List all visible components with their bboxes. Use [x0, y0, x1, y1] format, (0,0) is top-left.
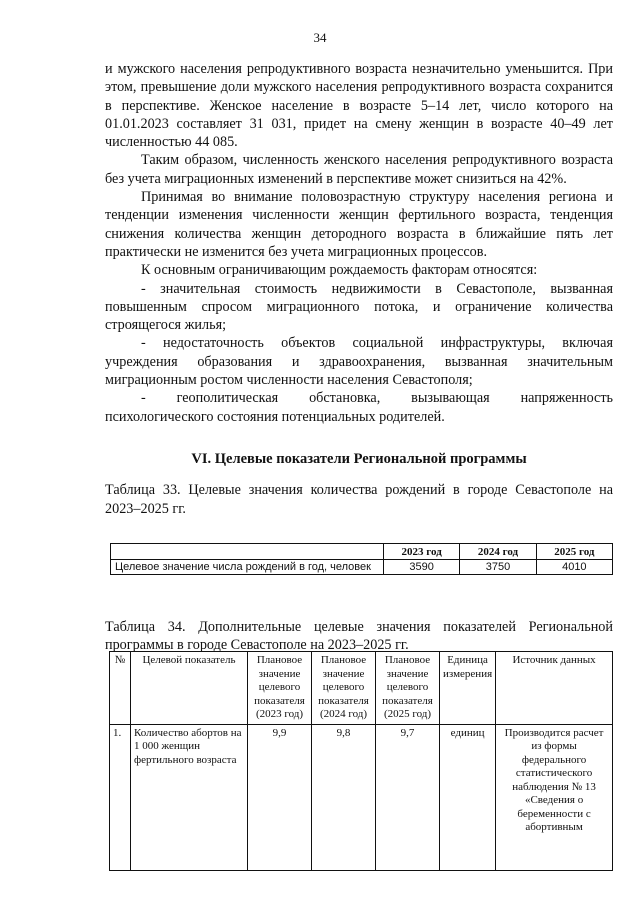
- table-cell-source: Производится расчет из формы федерального статистического наблюдения № 13 «Сведения о беременности с абортивным: [496, 724, 613, 870]
- table-header-cell: Плановое значение целевого показателя (2023 год): [248, 652, 312, 725]
- table-header-cell: 2025 год: [536, 544, 612, 560]
- paragraph: и мужского населения репродуктивного возраста незначительно уменьшится. При этом, превышение доли мужского населения репродуктивного возраста сохранится в перспективе. Женское население в возрасте 5–14 лет, число которого на 01.01.2023 составляет 31 031, придет на смену женщин в возрасте 40–49 лет численностью 44 085.: [105, 61, 613, 151]
- table33: [110, 543, 613, 575]
- table-header-row: [111, 544, 613, 560]
- section-title: VI. Целевые показатели Региональной программы: [191, 450, 527, 467]
- paragraph: К основным ограничивающим рождаемость факторам относятся:: [141, 262, 538, 279]
- table-header-cell: [111, 544, 384, 560]
- table-cell-num: 1.: [110, 724, 131, 870]
- table-cell-indicator: Количество абортов на 1 000 женщин фертильного возраста: [131, 724, 248, 870]
- table-header-cell: №: [110, 652, 131, 725]
- list-item: - геополитическая обстановка, вызывающая напряженность психологического состояния потенциальных родителей.: [105, 390, 613, 425]
- list-item: - недостаточность объектов социальной инфраструктуры, включая учреждения образования и здравоохранения, вызванная значительным миграционным ростом численности населения Севастополя;: [105, 335, 613, 389]
- table-cell: 9,8: [312, 724, 376, 870]
- table-cell: 3750: [460, 560, 536, 575]
- table-header-row: [110, 652, 613, 725]
- table34-caption: Таблица 34. Дополнительные целевые значения показателей Региональной программы в городе Севастополе на 2023–2025 гг.: [105, 619, 613, 654]
- table-cell: 4010: [536, 560, 612, 575]
- table-header-cell: 2023 год: [384, 544, 460, 560]
- table-cell-label: Целевое значение числа рождений в год, человек: [111, 560, 384, 575]
- table-row: [110, 724, 613, 870]
- table-cell: 3590: [384, 560, 460, 575]
- table-cell: 9,7: [376, 724, 440, 870]
- table33-caption: Таблица 33. Целевые значения количества рождений в городе Севастополе на 2023–2025 гг.: [105, 482, 613, 517]
- paragraph: Таким образом, численность женского населения репродуктивного возраста без учета миграционных изменений в перспективе может снизиться на 42%.: [105, 152, 613, 187]
- table-row: [111, 560, 613, 575]
- list-item: - значительная стоимость недвижимости в Севастополе, вызванная повышенным спросом миграционного потока, и ограничение количества строящегося жилья;: [105, 280, 613, 334]
- table-header-cell: Целевой показатель: [131, 652, 248, 725]
- body-text: [105, 60, 613, 518]
- table-cell: 9,9: [248, 724, 312, 870]
- table-header-cell: Источник данных: [496, 652, 613, 725]
- table-header-cell: Единица измерения: [440, 652, 496, 725]
- paragraph: Принимая во внимание половозрастную структуру населения региона и тенденции изменения численности женщин фертильного возраста, тенденция снижения количества женщин детородного возраста в ближайшие пять лет практически не изменится без учета миграционных процессов.: [105, 189, 613, 260]
- table34: [109, 651, 613, 871]
- table-header-cell: Плановое значение целевого показателя (2024 год): [312, 652, 376, 725]
- table-header-cell: Плановое значение целевого показателя (2025 год): [376, 652, 440, 725]
- table-cell-unit: единиц: [440, 724, 496, 870]
- table-header-cell: 2024 год: [460, 544, 536, 560]
- page-number: 34: [313, 30, 327, 45]
